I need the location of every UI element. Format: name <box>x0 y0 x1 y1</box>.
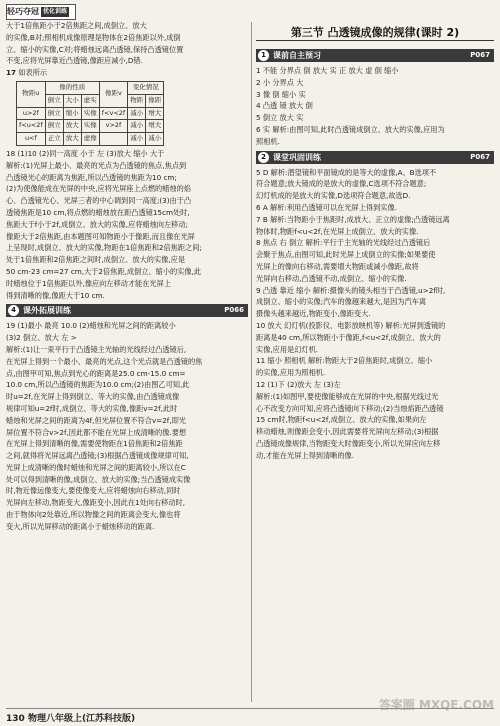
table-head: 像的性质 <box>45 81 99 94</box>
table-subhead: 像距 <box>146 94 164 107</box>
section-title: 第三节 凸透镜成像的规律(课时 2) <box>290 26 460 39</box>
text-line: 10 放大 幻灯机(投影仪、电影放映机等) 解析:光屏到透镜的 <box>256 320 446 330</box>
q18-block <box>6 148 248 301</box>
text-line: 在光屏上得到一个最小、最亮的光点,这个光点就是凸透镜的焦 <box>6 356 203 366</box>
text-line: 成倒立、缩小的实像;汽车的像越来越大,是因为汽车离 <box>256 297 427 307</box>
q17-table <box>16 81 164 146</box>
text-line: 像距大于2倍焦距,由本题图可知物距小于像距,而且像在光屏 <box>6 231 195 241</box>
q19-block <box>6 320 248 532</box>
table-row: u>2f 倒立 缩小 实像 f<v<2f 减小 增大 <box>17 107 164 120</box>
page-number: 130 <box>6 714 25 724</box>
brand-tag: 优化训练 <box>43 7 68 15</box>
text-line: 物体时,物距f<u<2f,在光屏上成倒立、放大的实像. <box>256 226 419 236</box>
intro-line: 大于1倍焦距小于2倍焦距之间,成倒立、放大 <box>6 21 147 30</box>
text-line: 变大,所以光屏移动的距离小于蜡烛移动的距离. <box>6 521 155 531</box>
text-line: 会聚于焦点,由图可知,此时光屏上成倒立的实像;如果要使 <box>256 250 436 260</box>
text-line: 解析:(1)让一束平行于凸透镜主光轴的光线经过凸透镜后, <box>6 344 187 354</box>
text-line: 2 小 分界点 大 <box>256 77 304 87</box>
text-line: 幻灯机成的是放大的实像,D选项符合题意,故选D. <box>256 191 411 201</box>
table-row: u<f 正立 放大 虚像 减小 减小 <box>17 133 164 146</box>
text-line: 4 凸透 镜 放大 倒 <box>256 101 313 111</box>
q17-heading: 17 如表所示 <box>6 68 48 78</box>
text-line: 6 A 解析:利用凸透镜可以在光屏上得到实像. <box>256 202 397 212</box>
text-line: 屏位置不符合v>2f,因此都不能在光屏上成清晰的像.要想 <box>6 427 187 437</box>
text-line: 50 cm-23 cm=27 cm,大于2倍焦距,成倒立、缩小的实像,此 <box>6 266 202 276</box>
text-line: 12 (1)下 (2)放大 左 (3)左 <box>256 379 341 389</box>
text-line: 5 倒立 放大 实 <box>256 113 304 123</box>
text-line: 之间,就得将光屏远离凸透镜;(3)根据凸透镜成像规律可知, <box>6 451 189 461</box>
text-line: 光屏向右移动,凸透镜不动,成倒立、缩小的实像. <box>256 273 407 283</box>
text-line: 透镜焦距是10 cm,将点燃的蜡烛放在距凸透镜15cm处时, <box>6 207 190 217</box>
title-rule <box>256 40 494 41</box>
text-line: 6 实 解析:由图可知,此时凸透镜成倒立、放大的实像,应用为 <box>256 124 445 134</box>
text-line: 时蜡烛位于1倍焦距以外,像应向左移动才能在光屏上 <box>6 278 171 288</box>
text-line: 的实像,应用为照相机. <box>256 368 326 378</box>
text-line: 距离是40 cm,所以物距小于像距,f<u<2f,成倒立、放大的 <box>256 332 441 342</box>
section-band-practice <box>256 151 494 164</box>
text-line: 心、凸透镜光心、光屏三者的中心调到同一高度;(3)由于凸 <box>6 196 192 206</box>
text-line: 11 缩小 照相机 解析:物距大于2倍焦距时,成倒立、缩小 <box>256 356 433 366</box>
band-title: 课外拓展训练 <box>23 306 71 316</box>
band-number: 2 <box>258 152 269 163</box>
text-line: 由于物体向2处靠近,所以物像之间的距离会变大,像也将 <box>6 510 181 520</box>
text-line: 在光屏上得到清晰的像,需要使物距在1倍焦距和2倍焦距 <box>6 439 183 449</box>
text-line: 照相机. <box>256 136 280 146</box>
text-line: 得到清晰的像,像距大于10 cm. <box>6 290 105 300</box>
book-title: 物理八年级上(江苏科技版) <box>27 714 136 724</box>
text-line: (3)2 倒立、放大 左 > <box>6 333 77 343</box>
text-line: 实像,应用是幻灯机. <box>256 344 319 354</box>
band-title: 课堂巩固训练 <box>273 152 321 162</box>
watermark: 答案圈 MXQE.COM <box>378 698 494 712</box>
text-line: 符合题意;放大镜成的是放大的虚像,C选项不符合题意; <box>256 179 427 189</box>
text-line: 19 (1)最小 最亮 10.0 (2)蜡烛和光屏之间的距离较小 <box>6 321 176 331</box>
band-title: 课前自主预习 <box>273 51 321 60</box>
intro-line: 不变,应将光屏靠近凸透镜,像距应减小,D错. <box>6 56 143 66</box>
text-line: 1 不能 分界点 倒 放大 实 正 放大 虚 倒 缩小 <box>256 66 399 75</box>
band-number: 1 <box>258 50 269 61</box>
text-line: 心不改变方向可知,应将凸透镜向下移动;(2)当烛焰距凸透镜 <box>256 403 444 413</box>
band-page: P067 <box>470 51 490 59</box>
table-subhead: 物距 <box>128 94 146 107</box>
text-line: 光屏上成清晰的像时蜡烛和光屏之间的距离较小,所以在C <box>6 462 186 472</box>
text-line: 5 D 解析:潜望镜和平面镜成的是等大的虚像,A、B选项不 <box>256 167 437 177</box>
text-line: 15 cm时,物距f<u<2f,成倒立、放大的实像,如果向左 <box>256 415 427 425</box>
text-line: 蜡烛和光屏之间的距离为4f,但光屏位置不符合v=2f,即光 <box>6 415 186 425</box>
text-line: 时,物近像远像变大,要使像变大,应将蜡烛向右移动,同时 <box>6 486 181 496</box>
text-line: 处于1倍焦距和2倍焦距之间时,成倒立、放大的实像,应是 <box>6 255 186 265</box>
column-divider <box>251 22 252 702</box>
table-head: 物距u <box>17 81 46 107</box>
practice-answers <box>256 167 494 462</box>
left-column <box>6 20 248 533</box>
intro-line: 立、缩小的实像,C对;将蜡烛远离凸透镜,保持凸透镜位置 <box>6 44 184 54</box>
band-page: P067 <box>470 152 490 161</box>
text-line: 时u=2f,在光屏上得到倒立、等大的实像,由凸透镜成像 <box>6 392 180 402</box>
table-subhead: 虚实 <box>81 94 99 107</box>
section-band-preview <box>256 49 494 62</box>
brand-name: 轻巧夺冠 <box>7 7 39 16</box>
text-line: 动,才能在光屏上得到清晰的像. <box>256 450 355 460</box>
text-line: 10.0 cm,所以凸透镜的焦距为10.0 cm;(2)由图乙可知,此 <box>6 380 190 390</box>
text-line: 凸透镜光心的距离为焦距,所以凸透镜的焦距为10 cm; <box>6 172 177 182</box>
table-subhead: 大小 <box>63 94 81 107</box>
text-line: 上呈现时,成倒立、放大的实像,物距在1倍焦距和2倍焦距之间; <box>6 243 202 253</box>
text-line: 光屏向左移动,物距变大,像距变小,因此在1处向右移动时, <box>6 498 186 508</box>
text-line: 摄像头越来越近,物距变小,像距变大. <box>256 309 371 319</box>
text-line: 移动蜡烛,则像距会变小,因此需要将光屏向左移动;(3)根据 <box>256 427 439 437</box>
text-line: 焦距大于f小于2f,成倒立、放大的实像,应将蜡烛向左移动; <box>6 219 188 229</box>
text-line: 8 焦点 右 倒立 解析:平行于主光轴的光线经过凸透镜后 <box>256 238 431 248</box>
table-subhead: 倒立 <box>45 94 63 107</box>
text-line: 解析:(1)如图甲,要使像能够成在光屏的中央,根据光线过光 <box>256 391 439 401</box>
text-line: 规律可知u=2f时,成倒立、等大的实像,像距v=2f,此时 <box>6 403 178 413</box>
text-line: 3 像 倒 缩小 实 <box>256 89 306 99</box>
section-band-extension <box>6 304 248 317</box>
text-line: 处可以得到清晰的像,成倒立、放大的实像;当凸透镜成实像 <box>6 474 191 484</box>
text-line: 点,由图甲可知,焦点到光心的距离是25.0 cm-15.0 cm= <box>6 368 186 378</box>
page-footer <box>6 708 494 724</box>
text-line: 光屏上的像向右移动,需要增大物距或减小像距,故将 <box>256 261 419 271</box>
preview-answers <box>256 65 494 148</box>
text-line: 7 B 解析:当物距小于焦距时,成放大、正立的虚像;凸透镜远离 <box>256 214 450 224</box>
text-line: 9 凸透 靠近 缩小 解析:摄像头的镜头相当于凸透镜,u>2f时, <box>256 285 446 295</box>
text-line: 18 (1)10 (2)同一高度 小于 左 (3)放大 缩小 大于 <box>6 148 165 158</box>
right-column <box>256 46 494 462</box>
band-number: 4 <box>8 305 19 316</box>
band-page: P066 <box>224 306 244 315</box>
text-line: (2)为使像能成在光屏的中央,应将光屏座上点燃的蜡烛的焰 <box>6 184 191 194</box>
intro-line: 的实像,B对;照相机成像原理是物体在2倍焦距以外,成倒 <box>6 32 181 42</box>
text-line: 解析:(1)光屏上最小、最亮的光点为凸透镜的焦点,焦点到 <box>6 160 187 170</box>
text-line: 凸透镜成像规律,当物距变大时像距变小,所以光屏应向左移 <box>256 438 441 448</box>
table-row: f<u<2f 倒立 放大 实像 v>2f 减小 增大 <box>17 120 164 133</box>
brand-logo <box>6 4 76 20</box>
table-head: 像距v <box>99 81 127 107</box>
table-head: 变化情况 <box>128 81 164 94</box>
